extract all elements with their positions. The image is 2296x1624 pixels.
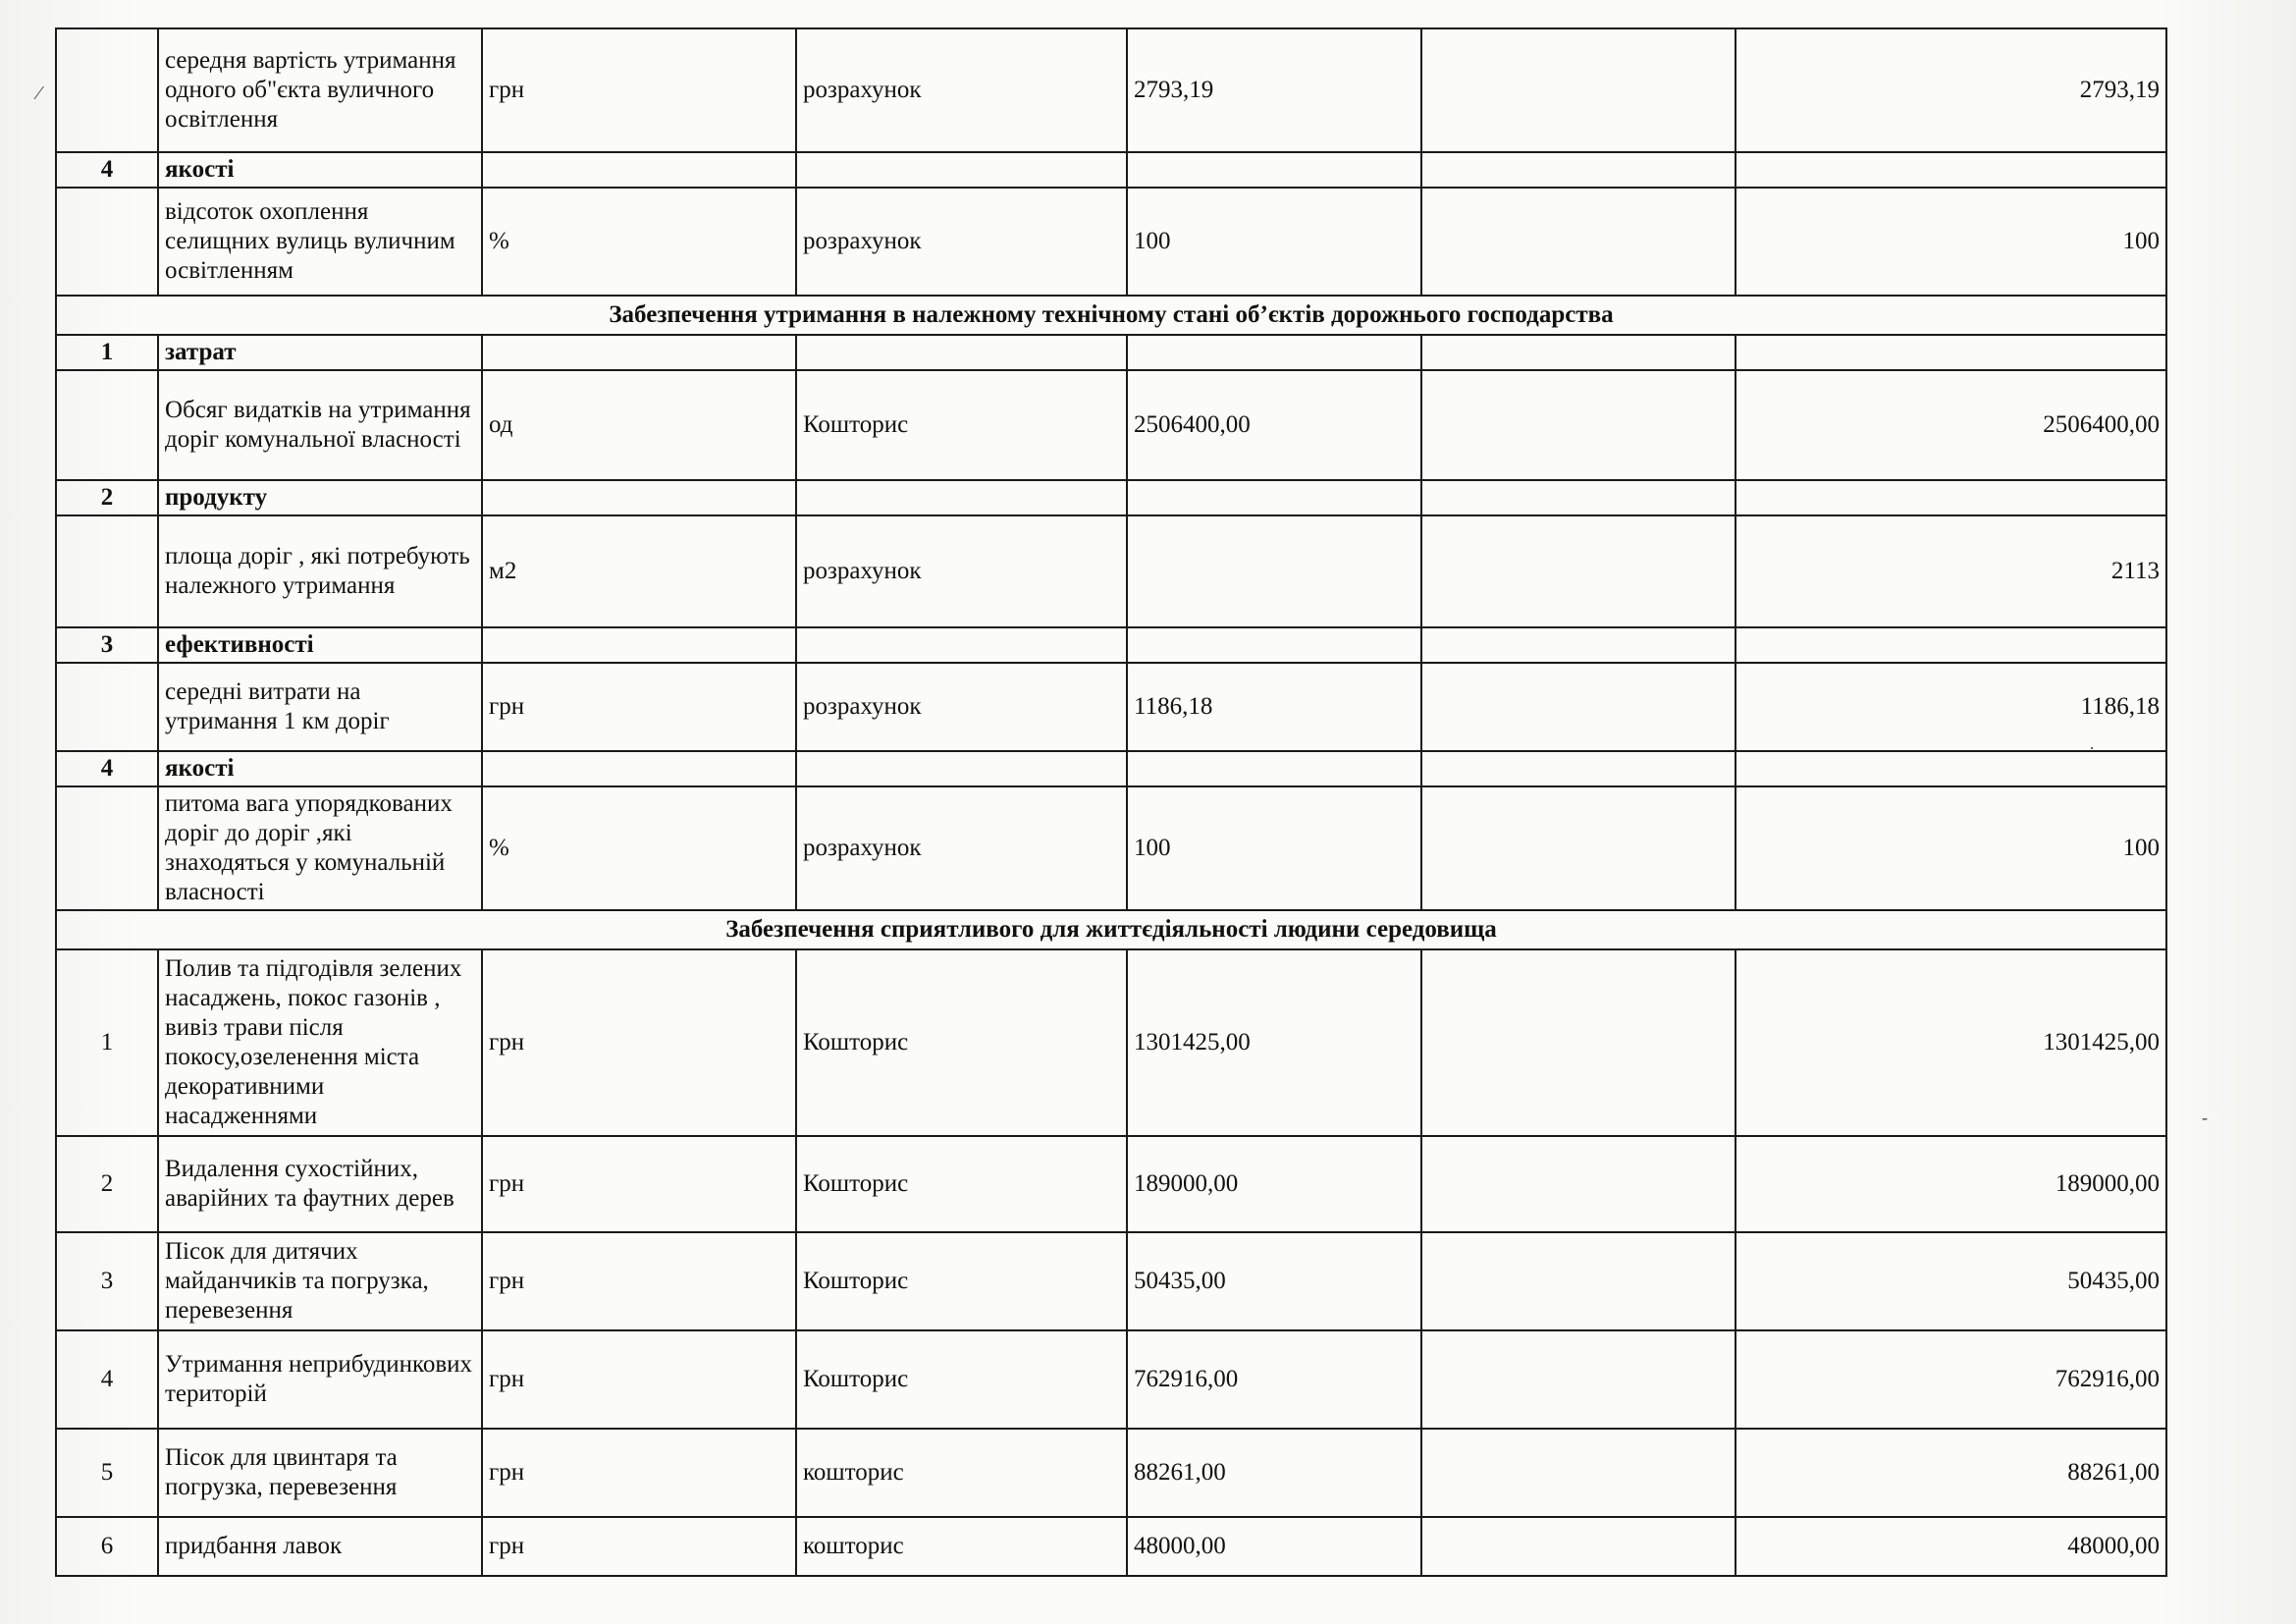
empty-cell	[1127, 480, 1421, 515]
unit-cell: грн	[482, 1232, 796, 1330]
section-title: Забезпечення сприятливого для життєдіяльності людини середовища	[56, 910, 2166, 949]
extra-cell	[1421, 515, 1735, 627]
indicator-name: відсоток охоплення селищних вулиць вуличним освітленням	[158, 188, 482, 296]
indicator-name: питома вага упорядкованих доріг до доріг ,які знаходяться у комунальній власності	[158, 786, 482, 910]
indicator-group-row	[56, 751, 2166, 786]
indicator-name: Видалення сухостійних, аварійних та фаутних дерев	[158, 1136, 482, 1232]
unit-cell: грн	[482, 1429, 796, 1517]
scan-mark: ⁄	[37, 82, 41, 104]
total-cell: 2113	[1735, 515, 2166, 627]
extra-cell	[1421, 28, 1735, 152]
table-row	[56, 1429, 2166, 1517]
table-row	[56, 663, 2166, 751]
row-number	[56, 515, 158, 627]
row-number: 6	[56, 1517, 158, 1576]
group-label: якості	[158, 152, 482, 188]
row-number: 1	[56, 949, 158, 1136]
group-number: 1	[56, 335, 158, 370]
value-cell: 100	[1127, 188, 1421, 296]
indicator-name: середня вартість утримання одного об"єкта вуличного освітлення	[158, 28, 482, 152]
indicator-name: Пісок для цвинтаря та погрузка, перевезення	[158, 1429, 482, 1517]
empty-cell	[1127, 335, 1421, 370]
empty-cell	[796, 152, 1127, 188]
empty-cell	[1735, 335, 2166, 370]
table-row	[56, 370, 2166, 480]
indicator-name: Обсяг видатків на утримання доріг комунальної власності	[158, 370, 482, 480]
unit-cell: грн	[482, 1517, 796, 1576]
total-cell: 88261,00	[1735, 1429, 2166, 1517]
value-cell: 2506400,00	[1127, 370, 1421, 480]
row-number: 4	[56, 1330, 158, 1429]
extra-cell	[1421, 370, 1735, 480]
empty-cell	[482, 152, 796, 188]
section-header-row	[56, 910, 2166, 949]
indicator-name: придбання лавок	[158, 1517, 482, 1576]
value-cell: 50435,00	[1127, 1232, 1421, 1330]
total-cell: 48000,00	[1735, 1517, 2166, 1576]
row-number: 2	[56, 1136, 158, 1232]
extra-cell	[1421, 786, 1735, 910]
extra-cell	[1421, 1136, 1735, 1232]
empty-cell	[1127, 627, 1421, 663]
row-number: 3	[56, 1232, 158, 1330]
source-cell: Кошторис	[796, 949, 1127, 1136]
group-label: продукту	[158, 480, 482, 515]
source-cell: кошторис	[796, 1429, 1127, 1517]
total-cell: 762916,00	[1735, 1330, 2166, 1429]
unit-cell: грн	[482, 663, 796, 751]
extra-cell	[1421, 1429, 1735, 1517]
table-row	[56, 786, 2166, 910]
source-cell: розрахунок	[796, 515, 1127, 627]
row-number	[56, 663, 158, 751]
group-number: 2	[56, 480, 158, 515]
unit-cell: м2	[482, 515, 796, 627]
budget-indicators-table	[55, 27, 2167, 1577]
total-cell: 50435,00	[1735, 1232, 2166, 1330]
indicator-group-row	[56, 480, 2166, 515]
section-title: Забезпечення утримання в належному технічному стані об’єктів дорожнього господарства	[56, 296, 2166, 335]
empty-cell	[1421, 335, 1735, 370]
scan-dot: -	[2202, 1108, 2208, 1127]
source-cell: Кошторис	[796, 1232, 1127, 1330]
value-cell: 100	[1127, 786, 1421, 910]
empty-cell	[1421, 751, 1735, 786]
group-label: ефективності	[158, 627, 482, 663]
group-label: затрат	[158, 335, 482, 370]
unit-cell: грн	[482, 1330, 796, 1429]
row-number: 5	[56, 1429, 158, 1517]
row-number	[56, 786, 158, 910]
value-cell: 1186,18	[1127, 663, 1421, 751]
empty-cell	[1421, 152, 1735, 188]
group-label: якості	[158, 751, 482, 786]
source-cell: Кошторис	[796, 1330, 1127, 1429]
empty-cell	[1421, 627, 1735, 663]
empty-cell	[482, 335, 796, 370]
group-number: 4	[56, 751, 158, 786]
unit-cell: од	[482, 370, 796, 480]
value-cell: 48000,00	[1127, 1517, 1421, 1576]
table-row	[56, 949, 2166, 1136]
table-row	[56, 188, 2166, 296]
source-cell: розрахунок	[796, 188, 1127, 296]
empty-cell	[1735, 751, 2166, 786]
source-cell: розрахунок	[796, 786, 1127, 910]
empty-cell	[1735, 627, 2166, 663]
row-number	[56, 188, 158, 296]
indicator-name: середні витрати на утримання 1 км доріг	[158, 663, 482, 751]
source-cell: кошторис	[796, 1517, 1127, 1576]
empty-cell	[1127, 152, 1421, 188]
table-body	[56, 28, 2166, 1576]
section-header-row	[56, 296, 2166, 335]
empty-cell	[482, 480, 796, 515]
empty-cell	[796, 751, 1127, 786]
empty-cell	[482, 751, 796, 786]
unit-cell: грн	[482, 949, 796, 1136]
table-row	[56, 1330, 2166, 1429]
indicator-group-row	[56, 335, 2166, 370]
source-cell: розрахунок	[796, 28, 1127, 152]
extra-cell	[1421, 188, 1735, 296]
indicator-name: Полив та підгодівля зелених насаджень, покос газонів , вивіз трави після покосу,озеленення міста декоративними насадженнями	[158, 949, 482, 1136]
empty-cell	[1421, 480, 1735, 515]
total-cell: 189000,00	[1735, 1136, 2166, 1232]
extra-cell	[1421, 1517, 1735, 1576]
extra-cell	[1421, 949, 1735, 1136]
empty-cell	[1127, 751, 1421, 786]
value-cell: 189000,00	[1127, 1136, 1421, 1232]
indicator-name: площа доріг , які потребують належного утримання	[158, 515, 482, 627]
value-cell: 88261,00	[1127, 1429, 1421, 1517]
total-cell: 2506400,00	[1735, 370, 2166, 480]
indicator-group-row	[56, 627, 2166, 663]
row-number	[56, 370, 158, 480]
table-row	[56, 1136, 2166, 1232]
total-cell: 1301425,00	[1735, 949, 2166, 1136]
value-cell	[1127, 515, 1421, 627]
total-cell: 100	[1735, 786, 2166, 910]
empty-cell	[796, 627, 1127, 663]
group-number: 4	[56, 152, 158, 188]
indicator-name: Утримання неприбудинкових територій	[158, 1330, 482, 1429]
empty-cell	[796, 480, 1127, 515]
total-cell: 2793,19	[1735, 28, 2166, 152]
unit-cell: грн	[482, 1136, 796, 1232]
source-cell: Кошторис	[796, 1136, 1127, 1232]
value-cell: 2793,19	[1127, 28, 1421, 152]
unit-cell: %	[482, 786, 796, 910]
group-number: 3	[56, 627, 158, 663]
table-row	[56, 1232, 2166, 1330]
total-cell: 1186,18	[1735, 663, 2166, 751]
extra-cell	[1421, 1232, 1735, 1330]
value-cell: 762916,00	[1127, 1330, 1421, 1429]
value-cell: 1301425,00	[1127, 949, 1421, 1136]
source-cell: розрахунок	[796, 663, 1127, 751]
table-row	[56, 1517, 2166, 1576]
indicator-name: Пісок для дитячих майданчиків та погрузка, перевезення	[158, 1232, 482, 1330]
unit-cell: грн	[482, 28, 796, 152]
empty-cell	[796, 335, 1127, 370]
indicator-group-row	[56, 152, 2166, 188]
extra-cell	[1421, 1330, 1735, 1429]
row-number	[56, 28, 158, 152]
source-cell: Кошторис	[796, 370, 1127, 480]
scan-dot: ·	[2089, 738, 2095, 758]
unit-cell: %	[482, 188, 796, 296]
empty-cell	[482, 627, 796, 663]
extra-cell	[1421, 663, 1735, 751]
empty-cell	[1735, 480, 2166, 515]
total-cell: 100	[1735, 188, 2166, 296]
table-row	[56, 28, 2166, 152]
table-row	[56, 515, 2166, 627]
empty-cell	[1735, 152, 2166, 188]
